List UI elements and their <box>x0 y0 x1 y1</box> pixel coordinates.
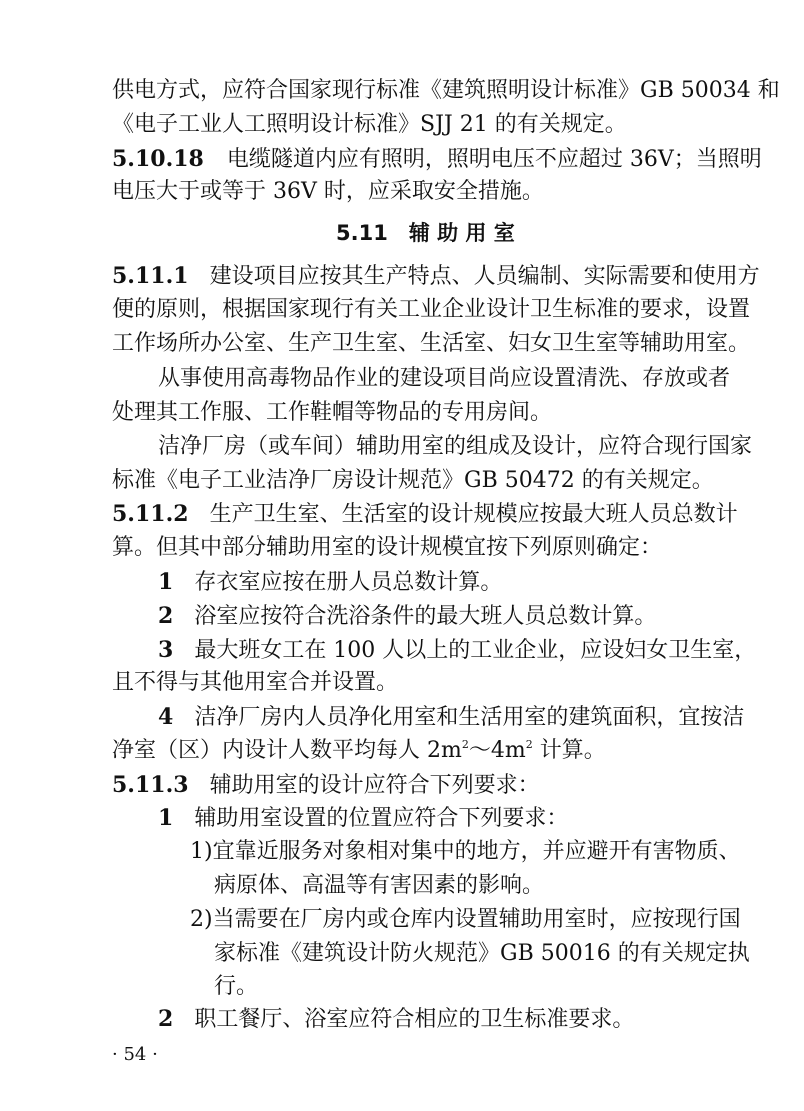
sub-item-continuation: 家标准《建筑设计防火规范》GB 50016 的有关规定执 <box>214 940 750 966</box>
text-segment: ～4m <box>468 737 526 763</box>
item-number: 1 <box>158 568 174 595</box>
item-text: 辅助用室设置的位置应符合下列要求： <box>194 806 569 832</box>
item-number: 2 <box>158 602 174 629</box>
item-text: 职工餐厅、浴室应符合相应的卫生标准要求。 <box>194 1007 635 1033</box>
sub-item-continuation: 行。 <box>214 974 259 1000</box>
text-line: 《电子工业人工照明设计标准》SJJ 21 的有关规定。 <box>112 111 627 137</box>
clause-5-11-2 <box>112 499 738 530</box>
clause-5-10-18 <box>112 144 762 175</box>
text-line: 处理其工作服、工作鞋帽等物品的专用房间。 <box>112 399 553 425</box>
text-segment: 净室（区）内设计人数平均每人 2m <box>112 737 462 763</box>
item-number: 1 <box>158 805 174 832</box>
item-number: 2 <box>158 1006 174 1033</box>
list-item <box>158 803 568 834</box>
item-number: 3 <box>158 636 174 663</box>
clause-5-11-3 <box>112 770 540 801</box>
item-number: 4 <box>158 704 174 731</box>
clause-text: 生产卫生室、生活室的设计规模应按最大班人员总数计 <box>209 502 738 528</box>
clause-5-11-1 <box>112 261 760 292</box>
sub-item: 2)当需要在厂房内或仓库内设置辅助用室时，应按现行国 <box>190 906 741 932</box>
clause-text: 电缆隧道内应有照明，照明电压不应超过 36V；当照明 <box>226 146 762 172</box>
clause-text: 建设项目应按其生产特点、人员编制、实际需要和使用方 <box>209 264 760 289</box>
superscript: 2 <box>525 737 533 751</box>
list-item <box>158 702 744 733</box>
sub-item-continuation: 病原体、高温等有害因素的影响。 <box>214 873 545 898</box>
item-text: 洁净厂房内人员净化用室和生活用室的建筑面积，宜按洁 <box>194 705 745 731</box>
clause-number: 5.11.2 <box>112 501 189 528</box>
text-line: 算。但其中部分辅助用室的设计规模宜按下列原则确定： <box>112 535 663 561</box>
superscript: 2 <box>461 737 469 751</box>
paragraph-line: 洁净厂房（或车间）辅助用室的组成及设计，应符合现行国家 <box>158 433 753 459</box>
text-line: 且不得与其他用室合并设置。 <box>112 670 399 696</box>
page-number: · 54 · <box>112 1044 158 1065</box>
text-line: 供电方式，应符合国家现行标准《建筑照明设计标准》GB 50034 和 <box>112 78 780 103</box>
list-item <box>158 601 656 632</box>
paragraph-line: 从事使用高毒物品作业的建设项目尚应设置清洗、存放或者 <box>158 366 731 392</box>
clause-number: 5.11.1 <box>112 263 189 289</box>
text-line: 工作场所办公室、生产卫生室、生活室、妇女卫生室等辅助用室。 <box>112 330 751 356</box>
item-text: 最大班女工在 100 人以上的工业企业，应设妇女卫生室， <box>194 637 757 663</box>
text-segment: 计算。 <box>532 737 606 763</box>
item-text: 浴室应按符合洗浴条件的最大班人员总数计算。 <box>194 603 657 629</box>
text-line: 电压大于或等于 36V 时，应采取安全措施。 <box>112 179 544 205</box>
text-line: 标准《电子工业洁净厂房设计规范》GB 50472 的有关规定。 <box>112 467 714 493</box>
text-line-area <box>112 736 606 766</box>
sub-item: 1)宜靠近服务对象相对集中的地方，并应避开有害物质、 <box>190 839 741 865</box>
text-line: 便的原则，根据国家现行有关工业企业设计卫生标准的要求，设置 <box>112 296 751 322</box>
section-title: 5.11 辅 助 用 室 <box>336 221 515 246</box>
clause-text: 辅助用室的设计应符合下列要求： <box>209 772 540 798</box>
clause-number: 5.11.3 <box>112 771 189 798</box>
list-item <box>158 567 502 598</box>
item-text: 存衣室应按在册人员总数计算。 <box>194 569 503 595</box>
list-item <box>158 635 756 666</box>
list-item <box>158 1004 634 1035</box>
clause-number: 5.10.18 <box>112 145 204 172</box>
